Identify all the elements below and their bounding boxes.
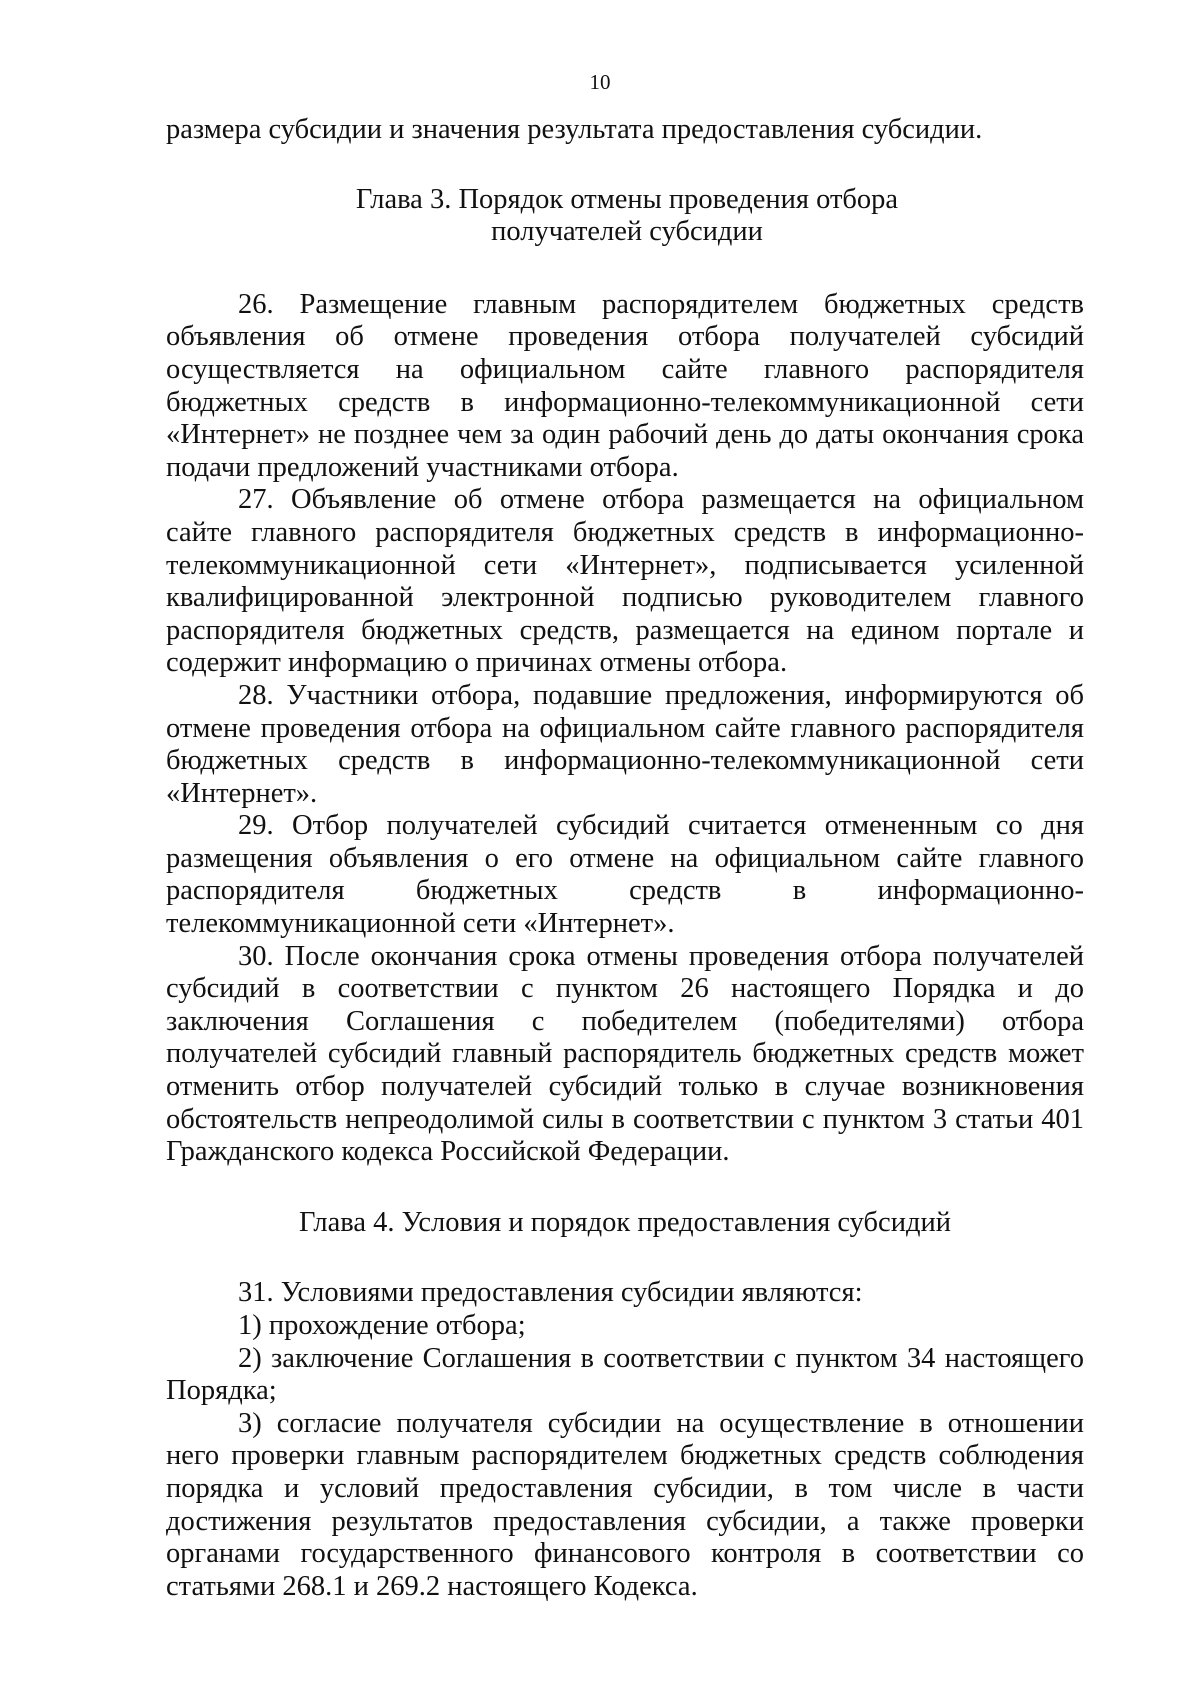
paragraph-28: 28. Участники отбора, подавшие предложения, информируются об отмене проведения отбора на официальном сайте главного распорядителя бюджетных средств в информационно-телекоммуникационной сети «Интернет». <box>166 679 1084 809</box>
document-body <box>166 114 1084 1603</box>
paragraph-31: 31. Условиями предоставления субсидии являются: <box>238 1277 863 1309</box>
paragraph-30: 30. После окончания срока отмены проведения отбора получателей субсидий в соответствии с пунктом 26 настоящего Порядка и до заключения Соглашения с победителем (победителями) отбора получателей субсидий главный распорядитель бюджетных средств может отменить отбор получателей субсидий только в случае возникновения обстоятельств непреодолимой силы в соответствии с пунктом 3 статьи 401 Гражданского кодекса Российской Федерации. <box>166 940 1084 1168</box>
paragraph-27: 27. Объявление об отмене отбора размещается на официальном сайте главного распорядителя бюджетных средств в информационно-телекоммуникационной сети «Интернет», подписывается усиленной квалифицированной электронной подписью руководителем главного распорядителя бюджетных средств, размещается на едином портале и содержит информацию о причинах отмены отбора. <box>166 484 1084 679</box>
lead-line: размера субсидии и значения результата предоставления субсидии. <box>166 114 983 145</box>
chapter-4-title: Глава 4. Условия и порядок предоставления субсидий <box>299 1206 951 1238</box>
chapter-4-heading <box>166 1207 1084 1240</box>
paragraph-26: 26. Размещение главным распорядителем бюджетных средств объявления об отмене проведения отбора получателей субсидий осуществляется на официальном сайте главного распорядителя бюджетных средств в информационно-телекоммуникационной сети «Интернет» не позднее чем за один рабочий день до даты окончания срока подачи предложений участниками отбора. <box>166 288 1084 483</box>
page-number: 10 <box>589 70 611 94</box>
chapter-3-title-line-1: Глава 3. Порядок отмены проведения отбора <box>355 183 899 215</box>
list-item-2: 2) заключение Соглашения в соответствии с пунктом 34 настоящего Порядка; <box>166 1342 1084 1407</box>
list-item-1: 1) прохождение отбора; <box>238 1310 526 1341</box>
list-item-3: 3) согласие получателя субсидии на осуществление в отношении него проверки главным распорядителем бюджетных средств соблюдения порядка и условий предоставления субсидии, в том числе в части достижения результатов предоставления субсидии, а также проверки органами государственного финансового контроля в соответствии со статьями 268.1 и 269.2 настоящего Кодекса. <box>166 1407 1084 1602</box>
chapter-3-title-line-2: получателей субсидии <box>491 216 763 248</box>
chapter-3-heading <box>166 184 1084 249</box>
paragraph-29: 29. Отбор получателей субсидий считается отмененным со дня размещения объявления о его отмене на официальном сайте главного распорядителя бюджетных средств в информационно-телекоммуникационной сети «Интернет». <box>166 810 1084 940</box>
